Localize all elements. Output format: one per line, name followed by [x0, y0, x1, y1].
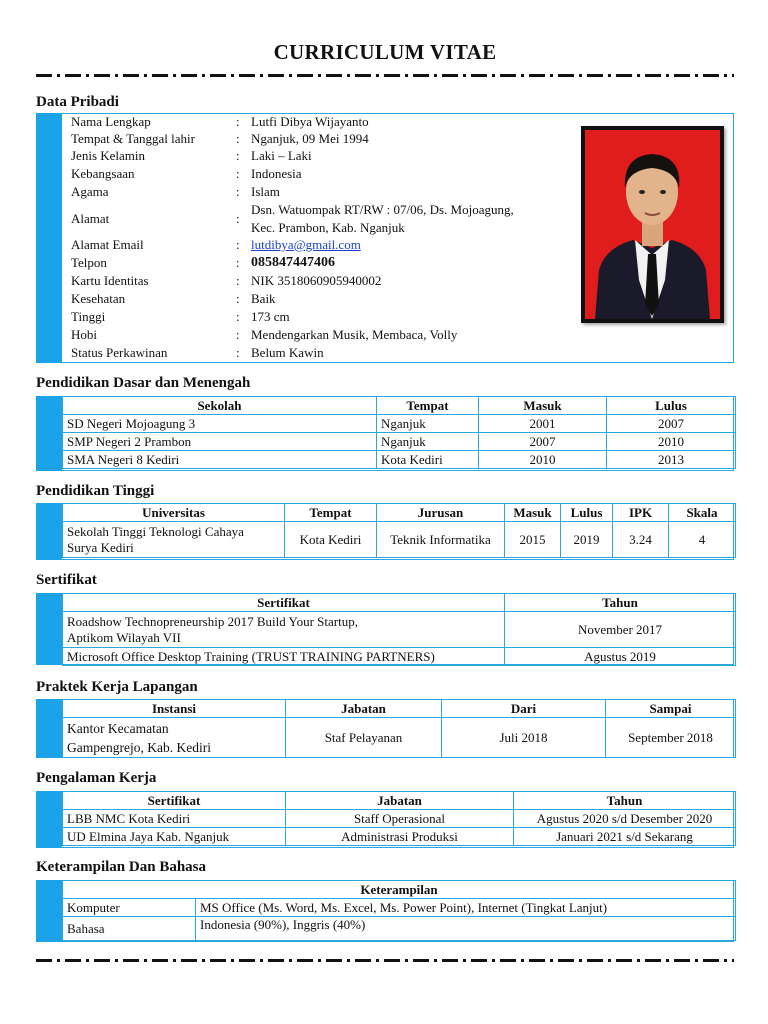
sertifikat-box — [36, 593, 734, 665]
table-header-row: Universitas Tempat Jurusan Masuk Lulus IPK Skala — [63, 504, 736, 522]
sertifikat-table — [62, 593, 736, 666]
section-title-pendidikan-tinggi: Pendidikan Tinggi — [36, 483, 155, 499]
pengalaman-box — [36, 791, 734, 848]
pkl-table — [62, 699, 736, 758]
section-accent-bar — [36, 699, 62, 758]
bottom-divider — [36, 959, 734, 962]
section-title-pengalaman: Pengalaman Kerja — [36, 770, 157, 786]
section-title-pkl: Praktek Kerja Lapangan — [36, 679, 198, 695]
keterampilan-box — [36, 880, 734, 942]
table-row: Komputer MS Office (Ms. Word, Ms. Excel, Ms. Power Point), Internet (Tingkat Lanjut) — [63, 899, 736, 917]
page-title: CURRICULUM VITAE — [273, 40, 497, 64]
person-portrait-icon — [585, 130, 720, 319]
table-row: LBB NMC Kota Kediri Staff Operasional Agustus 2020 s/d Desember 2020 — [63, 810, 736, 828]
pendidikan-tinggi-table — [62, 503, 736, 558]
table-row: Bahasa Indonesia (90%), Inggris (40%) — [63, 917, 736, 941]
section-accent-bar — [36, 503, 62, 560]
section-accent-bar — [36, 593, 62, 665]
section-accent-bar — [36, 880, 62, 942]
table-header-row: Instansi Jabatan Dari Sampai — [63, 700, 736, 718]
section-title-data-pribadi: Data Pribadi — [36, 94, 119, 110]
pendidikan-dasar-table — [62, 396, 736, 469]
pkl-box — [36, 699, 734, 758]
table-header-row: Keterampilan — [63, 881, 736, 899]
table-row: UD Elmina Jaya Kab. Nganjuk Administrasi Produksi Januari 2021 s/d Sekarang — [63, 828, 736, 846]
table-header-row: Sekolah Tempat Masuk Lulus — [63, 397, 736, 415]
table-row: Kantor Kecamatan Gampengrejo, Kab. Kediri Staf Pelayanan Juli 2018 September 2018 — [63, 718, 736, 758]
top-divider — [36, 74, 734, 77]
email-link[interactable]: lutdibya@gmail.com — [251, 237, 361, 252]
section-accent-bar — [36, 791, 62, 848]
section-accent-bar — [36, 113, 62, 363]
pendidikan-tinggi-box — [36, 503, 734, 560]
table-header-row: Sertifikat Jabatan Tahun — [63, 792, 736, 810]
table-row: SMA Negeri 8 Kediri Kota Kediri 2010 2013 — [63, 451, 736, 469]
table-row: SMP Negeri 2 Prambon Nganjuk 2007 2010 — [63, 433, 736, 451]
profile-photo — [581, 126, 724, 323]
section-accent-bar — [36, 396, 62, 471]
keterampilan-table — [62, 880, 736, 941]
table-row: SD Negeri Mojoagung 3 Nganjuk 2001 2007 — [63, 415, 736, 433]
table-header-row: Sertifikat Tahun — [63, 594, 736, 612]
table-row: Microsoft Office Desktop Training (TRUST TRAINING PARTNERS) Agustus 2019 — [63, 648, 736, 666]
section-title-sertifikat: Sertifikat — [36, 572, 97, 588]
pendidikan-dasar-box — [36, 396, 734, 471]
data-pribadi-box: Nama Lengkap : Lutfi Dibya Wijayanto Tempat & Tanggal lahir : Nganjuk, 09 Mei 1994 Jenis Kelamin : Laki – Laki Kebangsaan : Indonesia Agama : Islam Alamat : Dsn. Watuompak RT/RW : 07/06, Ds. Mojoagung, Kec. Prambon, Kab. Nganjuk Alamat Email : lutdibya@gmail.com Telpon : 085847447406 Kartu Identitas : NIK 3518060905940002 Kesehatan : Baik Tinggi : 173 cm Hobi : Mendengarkan Musik, Membaca, Volly Status Perkawinan : Belum Kawin — [36, 113, 734, 363]
table-row: Roadshow Technopreneurship 2017 Build Your Startup, Aptikom Wilayah VII November 2017 — [63, 612, 736, 648]
pengalaman-table — [62, 791, 736, 846]
section-title-keterampilan: Keterampilan Dan Bahasa — [36, 859, 207, 875]
table-row: Sekolah Tinggi Teknologi Cahaya Surya Kediri Kota Kediri Teknik Informatika 2015 2019 3.24 4 — [63, 522, 736, 558]
section-title-pendidikan-dasar: Pendidikan Dasar dan Menengah — [36, 375, 251, 391]
